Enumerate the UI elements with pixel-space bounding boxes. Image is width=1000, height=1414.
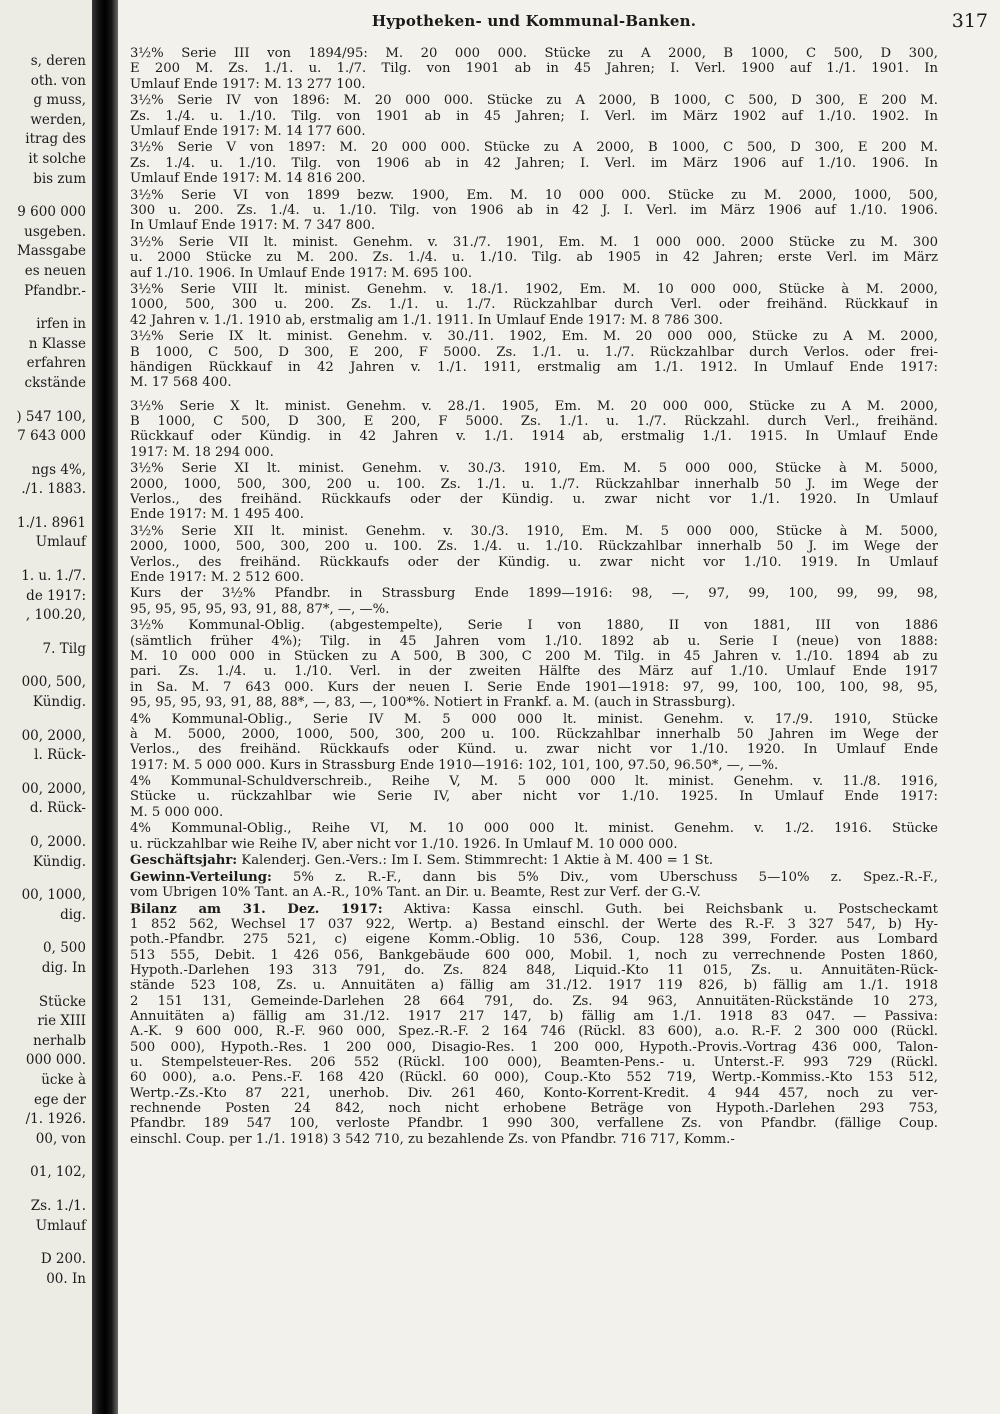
left-page-line: 000, 500, — [21, 674, 86, 691]
left-page-line: Massgabe — [16, 243, 86, 260]
text-line: 4% Kommunal-Oblig., Reihe VI, M. 10 000 000 lt. minist. Genehm. v. 1./2. 1916. Stücke — [130, 821, 938, 837]
page-body — [130, 46, 938, 1148]
text-line: 3½% Serie III von 1894/95: M. 20 000 000. Stücke zu A 2000, B 1000, C 500, D 300, — [130, 46, 938, 61]
paragraph — [130, 902, 938, 1148]
text-line: 3½% Kommunal-Oblig. (abgestempelte), Serie I von 1880, II von 1881, III von 1886 — [130, 618, 938, 634]
text-line: 95, 95, 95, 93, 91, 88, 88*, —, 83, —, 100*%. Notiert in Frankf. a. M. (auch in Strassburg). — [130, 694, 736, 710]
text-line: M. 17 568 400. — [130, 375, 232, 391]
left-page-line: rie XIII — [37, 1013, 86, 1030]
left-page-line: dig. — [60, 906, 86, 923]
left-page-fragment — [0, 0, 92, 1414]
paragraph — [130, 93, 938, 139]
text-line: Ende 1917: M. 1 495 400. — [130, 507, 304, 523]
text-line: 1917: M. 5 000 000. Kurs in Strassburg Ende 1910—1916: 102, 101, 100, 97.50, 96.50*, —, —%. — [130, 757, 779, 773]
text-line: Umlauf Ende 1917: M. 13 277 100. — [130, 76, 366, 92]
text-line: einschl. Coup. per 1./1. 1918) 3 542 710, zu bezahlende Zs. von Pfandbr. 716 717, Komm.- — [130, 1131, 735, 1147]
left-page-line: ngs 4%, — [31, 461, 86, 478]
text-line: 3½% Serie XII lt. minist. Genehm. v. 30./3. 1910, Em. M. 5 000 000, Stücke à M. 5000, — [130, 523, 938, 539]
left-line-gap — [0, 713, 86, 727]
text-line: M. 5 000 000. — [130, 804, 224, 820]
text-line: 4% Kommunal-Oblig., Serie IV M. 5 000 000 lt. minist. Genehm. v. 17./9. 1910, Stücke — [130, 711, 938, 727]
text-line: M. 10 000 000 in Stücken zu A 500, B 300, C 200 M. Tilg. in 45 Jahren v. 1./10. 1894 ab zu — [130, 648, 938, 664]
paragraph — [130, 46, 938, 92]
left-page-line: ckstände — [24, 374, 86, 391]
book-gutter — [92, 0, 118, 1414]
left-page-line: , 100.20, — [25, 607, 86, 624]
text-line: 1917: M. 18 294 000. — [130, 444, 274, 460]
left-line-gap — [0, 659, 86, 673]
paragraph — [130, 140, 938, 186]
section-label: Geschäftsjahr: — [130, 853, 238, 869]
text-line: Verlos., des freihänd. Rückkaufs oder der Kündig. u. zwar nicht vor 1./10. 1919. In Umlauf — [130, 554, 938, 570]
text-line: 3½% Serie VIII lt. minist. Genehm. v. 18./1. 1902, Em. M. 10 000 000, Stücke à M. 2000, — [130, 282, 938, 298]
text-line: 3½% Serie VI von 1899 bezw. 1900, Em. M. 10 000 000. Stücke zu M. 2000, 1000, 500, — [130, 187, 938, 203]
left-page-line: 00, 2000, — [21, 727, 86, 744]
left-page-line: Pfandbr.- — [24, 282, 86, 299]
paragraph — [130, 524, 938, 585]
text-line: 4% Kommunal-Schuldverschreib., Reihe V, M. 5 000 000 lt. minist. Genehm. v. 11./8. 1916, — [130, 774, 938, 790]
paragraph — [130, 399, 938, 460]
text-line: 1 852 562, Wechsel 17 037 922, Wertp. a) Bestand einschl. der Werte des R.-F. 3 327 547, b) Hy- — [130, 916, 938, 932]
text-line: Geschäftsjahr: Kalenderj. Gen.-Vers.: Im I. Sem. Stimmrecht: 1 Aktie à M. 400 = 1 St. — [130, 853, 714, 869]
left-page-line: irfen in — [36, 316, 86, 333]
section-label: Bilanz am 31. Dez. 1917: — [130, 901, 383, 917]
left-line-gap — [0, 872, 86, 886]
text-line: Hypoth.-Darlehen 193 313 791, do. Zs. 824 848, Liquid.-Kto 11 015, Zs. u. Annuitäten-Rück- — [130, 962, 938, 978]
left-line-gap — [0, 500, 86, 514]
left-page-line: 00. In — [46, 1270, 86, 1287]
text-line: 3½% Serie XI lt. minist. Genehm. v. 30./3. 1910, Em. M. 5 000 000, Stücke à M. 5000, — [130, 461, 938, 477]
left-page-line: ücke à — [41, 1071, 86, 1088]
paragraph — [130, 712, 938, 773]
text-line: 3½% Serie VII lt. minist. Genehm. v. 31./7. 1901, Em. M. 1 000 000. 2000 Stücke zu M. 300 — [130, 234, 938, 250]
paragraph — [130, 586, 938, 617]
text-line: 3½% Serie X lt. minist. Genehm. v. 28./1. 1905, Em. M. 20 000 000, Stücke zu A M. 2000, — [130, 398, 938, 414]
text-line: 42 Jahren v. 1./1. 1910 ab, erstmalig am 1./1. 1911. In Umlauf Ende 1917: M. 8 786 300. — [130, 312, 723, 328]
left-line-gap — [0, 979, 86, 993]
left-line-gap — [0, 1183, 86, 1197]
left-page-line: werden, — [30, 111, 86, 128]
text-line: Wertp.-Zs.-Kto 87 221, unerhob. Div. 261 460, Konto-Korrent-Kredit. 4 944 457, noch zu ver- — [130, 1085, 938, 1101]
left-page-line: itrag des — [25, 131, 86, 148]
text-line: B 1000, C 500, D 300, E 200, F 5000. Zs. 1./1. u. 1./7. Rückzahlbar durch Verlos. oder frei- — [130, 344, 938, 360]
left-line-gap — [0, 1149, 86, 1163]
text-line: Pfandbr. 189 547 100, verloste Pfandbr. 1 990 300, verfallene Zs. von Pfandbr. (fällige Coup. — [130, 1116, 938, 1132]
text-line: poth.-Pfandbr. 275 521, c) eigene Komm.-Oblig. 10 536, Coup. 128 399, Forder. aus Lombard — [130, 932, 938, 948]
text-line: Zs. 1./4. u. 1./10. Tilg. von 1901 ab in 45 Jahren; I. Verl. im März 1902 auf 1./10. 1902. In — [130, 108, 938, 124]
left-page-line: ) 547 100, — [16, 408, 86, 425]
left-page-line: D 200. — [40, 1251, 86, 1268]
left-page-line: /1. 1926. — [25, 1111, 86, 1128]
left-page-line: 00, 1000, — [21, 887, 86, 904]
text-line: 95, 95, 95, 95, 93, 91, 88, 87*, —, —%. — [130, 601, 390, 617]
left-page-line: n Klasse — [28, 335, 86, 352]
left-page-line: de 1917: — [26, 587, 86, 604]
text-line: Annuitäten a) fällig am 31./12. 1917 217 147, b) fällig am 1./1. 1918 83 047. — Passiva: — [130, 1008, 938, 1024]
paragraph — [130, 329, 938, 390]
text-line: 500 000), Hypoth.-Res. 1 200 000, Disagio-Res. 1 200 000, Hypoth.-Provis.-Vortrag 436 000, Talon- — [130, 1039, 938, 1055]
paragraph — [130, 235, 938, 281]
text-line: Verlos., des freihänd. Rückkaufs oder der Kündig. u. zwar nicht vor 1./1. 1920. In Umlauf — [130, 491, 938, 507]
left-page-line: oth. von — [30, 72, 86, 89]
text-line: 2 151 131, Gemeinde-Darlehen 28 664 791, do. Zs. 94 963, Annuitäten-Rückstände 10 273, — [130, 993, 938, 1009]
left-page-line: s, deren — [30, 53, 86, 69]
left-page-line: 00, von — [35, 1130, 86, 1147]
text-line: 3½% Serie IV von 1896: M. 20 000 000. Stücke zu A 2000, B 1000, C 500, D 300, E 200 M. — [130, 93, 938, 109]
left-page-line: Stücke — [38, 993, 86, 1010]
text-line: stände 523 108, Zs. u. Annuitäten a) fällig am 31./12. 1917 119 826, b) fällig am 1./1. 1918 — [130, 978, 938, 994]
left-page-line: 01, 102, — [30, 1164, 86, 1181]
text-line: 3½% Serie IX lt. minist. Genehm. v. 30./11. 1902, Em. M. 20 000 000, Stücke zu A M. 2000, — [130, 329, 938, 345]
section-label: Gewinn-Verteilung: — [130, 869, 272, 885]
left-page-text — [0, 52, 86, 1289]
text-line: A.-K. 9 600 000, R.-F. 960 000, Spez.-R.-F. 2 164 746 (Rückl. 83 600), a.o. R.-F. 2 300 000 (Rückl. — [130, 1024, 938, 1040]
text-line: Umlauf Ende 1917: M. 14 816 200. — [130, 171, 366, 187]
left-page-line: dig. In — [41, 959, 86, 976]
paragraph — [130, 870, 938, 901]
left-page-line: it solche — [28, 150, 86, 167]
left-page-line: nerhalb — [33, 1032, 86, 1049]
left-page-line: Umlauf — [35, 1217, 86, 1234]
text-line: In Umlauf Ende 1917: M. 7 347 800. — [130, 218, 376, 234]
paragraph — [130, 853, 938, 868]
left-page-line: Kündig. — [32, 853, 86, 870]
left-line-gap — [0, 626, 86, 640]
text-line: 3½% Serie V von 1897: M. 20 000 000. Stücke zu A 2000, B 1000, C 500, D 300, E 200 M. — [130, 140, 938, 156]
text-line: u. 2000 Stücke zu M. 200. Zs. 1./4. u. 1./10. Tilg. ab 1905 in 42 Jahren; erste Verl. im März — [130, 250, 938, 266]
left-page-line: 1. u. 1./7. — [21, 568, 86, 585]
left-line-gap — [0, 394, 86, 408]
left-page-line: Kündig. — [32, 694, 86, 711]
text-line: 300 u. 200. Zs. 1./4. u. 1./10. Tilg. von 1906 ab in 42 J. I. Verl. im März 1906 auf 1./10. 1906. — [130, 203, 938, 218]
left-page-line: 9 600 000 — [17, 204, 86, 221]
left-page-line: erfahren — [26, 355, 86, 372]
left-line-gap — [0, 766, 86, 780]
text-line: Umlauf Ende 1917: M. 14 177 600. — [130, 123, 366, 139]
text-line: 60 000), a.o. Pens.-F. 168 420 (Rückl. 60 000), Coup.-Kto 552 719, Wertp.-Kommiss.-Kto 153 512, — [130, 1070, 938, 1086]
left-page-line: ege der — [34, 1091, 86, 1108]
text-line: in Sa. M. 7 643 000. Kurs der neuen I. Serie Ende 1901—1918: 97, 99, 100, 100, 100, 98, 95, — [130, 679, 938, 695]
text-line: Kurs der 3½% Pfandbr. in Strassburg Ende 1899—1916: 98, —, 97, 99, 100, 99, 99, 98, — [130, 586, 938, 602]
left-page-line: 7. Tilg — [42, 640, 86, 657]
text-line: Bilanz am 31. Dez. 1917: Aktiva: Kassa einschl. Guth. bei Reichsbank u. Postscheckamt — [130, 901, 938, 917]
text-line: à M. 5000, 2000, 1000, 500, 300, 200 u. 100. Rückzahlbar innerhalb 50 Jahren im Wege der — [130, 726, 938, 742]
text-line: B 1000, C 500, D 300, E 200, F 5000. Zs. 1./1. u. 1./7. Rückzahl. durch Verl., freihänd. — [130, 414, 938, 430]
left-page-line: 1./1. 8961 — [17, 514, 86, 531]
text-line: pari. Zs. 1./4. u. 1./10. Verl. in der zweiten Hälfte des März auf 1./10. Umlauf Ende 1917 — [130, 664, 938, 680]
text-line: rechnende Posten 24 842, noch nicht erhobene Beträge von Hypoth.-Darlehen 293 753, — [130, 1101, 938, 1117]
text-line: Zs. 1./4. u. 1./10. Tilg. von 1906 ab in 42 Jahren; I. Verl. im März 1906 auf 1./10. 1906. In — [130, 155, 938, 171]
paragraph — [130, 774, 938, 820]
main-page — [118, 0, 1000, 1414]
page-header — [130, 10, 988, 36]
paragraph — [130, 821, 938, 852]
running-title: Hypotheken- und Kommunal-Banken. — [371, 12, 697, 30]
left-page-line: g muss, — [33, 92, 86, 109]
left-page-line: 7 643 000 — [17, 428, 86, 445]
text-line: u. rückzahlbar wie Reihe IV, aber nicht vor 1./10. 1926. In Umlauf M. 10 000 000. — [130, 836, 678, 852]
left-page-line: es neuen — [24, 262, 86, 279]
left-page-line: 0, 2000. — [30, 834, 86, 850]
paragraph — [130, 618, 938, 710]
text-line: E 200 M. Zs. 1./1. u. 1./7. Tilg. von 1901 ab in 45 Jahren; I. Verl. 1900 auf 1./1. 1901. In — [130, 61, 938, 77]
paragraph — [130, 461, 938, 522]
text-line: auf 1./10. 1906. In Umlauf Ende 1917: M. 695 100. — [130, 265, 473, 281]
left-page-line: usgeben. — [24, 223, 86, 240]
text-line: Rückkauf oder Kündig. in 42 Jahren v. 1./1. 1914 ab, erstmalig 1./1. 1915. In Umlauf Ende — [130, 429, 938, 445]
text-line: 2000, 1000, 500, 300, 200 u. 100. Zs. 1./4. u. 1./10. Rückzahlbar innerhalb 50 J. im Wege der — [130, 539, 938, 555]
text-line: 1000, 500, 300 u. 200. Zs. 1./1. u. 1./7. Rückzahlbar durch Verl. oder freihänd. Rückkauf in — [130, 297, 938, 313]
paragraph — [130, 282, 938, 328]
left-page-line: d. Rück- — [29, 800, 86, 817]
left-line-gap — [0, 1236, 86, 1250]
text-line: Verlos., des freihänd. Rückkaufs oder Künd. u. zwar nicht vor 1./10. 1920. In Umlauf Ende — [130, 742, 938, 758]
text-line: (sämtlich früher 4%); Tilg. in 45 Jahren vom 1./10. 1892 ab u. Serie I (neue) von 1888: — [130, 633, 938, 649]
left-line-gap — [0, 301, 86, 315]
left-line-gap — [0, 553, 86, 567]
left-line-gap — [0, 819, 86, 833]
left-line-gap — [0, 189, 86, 203]
left-line-gap — [0, 447, 86, 461]
paragraph — [130, 188, 938, 234]
text-line: Gewinn-Verteilung: 5% z. R.-F., dann bis 5% Div., vom Überschuss 5—10% z. Spez.-R.-F., — [130, 869, 938, 885]
text-line: händigen Rückkauf in 42 Jahren v. 1./1. 1911, erstmalig am 1./1. 1912. In Umlauf Ende 1917: — [130, 360, 938, 375]
text-line: 513 555, Debit. 1 426 056, Bankgebäude 600 000, Mobil. 1, noch zu verrechnende Posten 1860, — [130, 947, 938, 963]
left-page-line: 000 000. — [25, 1052, 86, 1069]
left-page-line: Umlauf — [35, 534, 86, 551]
left-line-gap — [0, 925, 86, 939]
text-line: Stücke u. rückzahlbar wie Serie IV, aber nicht vor 1./10. 1925. In Umlauf Ende 1917: — [130, 789, 938, 805]
left-page-line: 00, 2000, — [21, 780, 86, 797]
left-page-line: 0, 500 — [43, 940, 86, 957]
left-page-line: ./1. 1883. — [21, 481, 86, 498]
text-line: vom Übrigen 10% Tant. an A.-R., 10% Tant. an Dir. u. Beamte, Rest zur Verf. der G.-V. — [130, 885, 701, 901]
text-line: Ende 1917: M. 2 512 600. — [130, 569, 304, 585]
text-line: u. Stempelsteuer-Res. 206 552 (Rückl. 100 000), Beamten-Pens.- u. Unterst.-F. 993 729 (Rückl. — [130, 1055, 938, 1070]
text-line: 2000, 1000, 500, 300, 200 u. 100. Zs. 1./1. u. 1./7. Rückzahlbar innerhalb 50 J. im Wege der — [130, 476, 938, 492]
left-page-line: l. Rück- — [34, 747, 86, 764]
left-page-line: Zs. 1./1. — [30, 1197, 86, 1214]
page-number: 317 — [951, 10, 988, 32]
left-page-line: bis zum — [33, 170, 86, 187]
